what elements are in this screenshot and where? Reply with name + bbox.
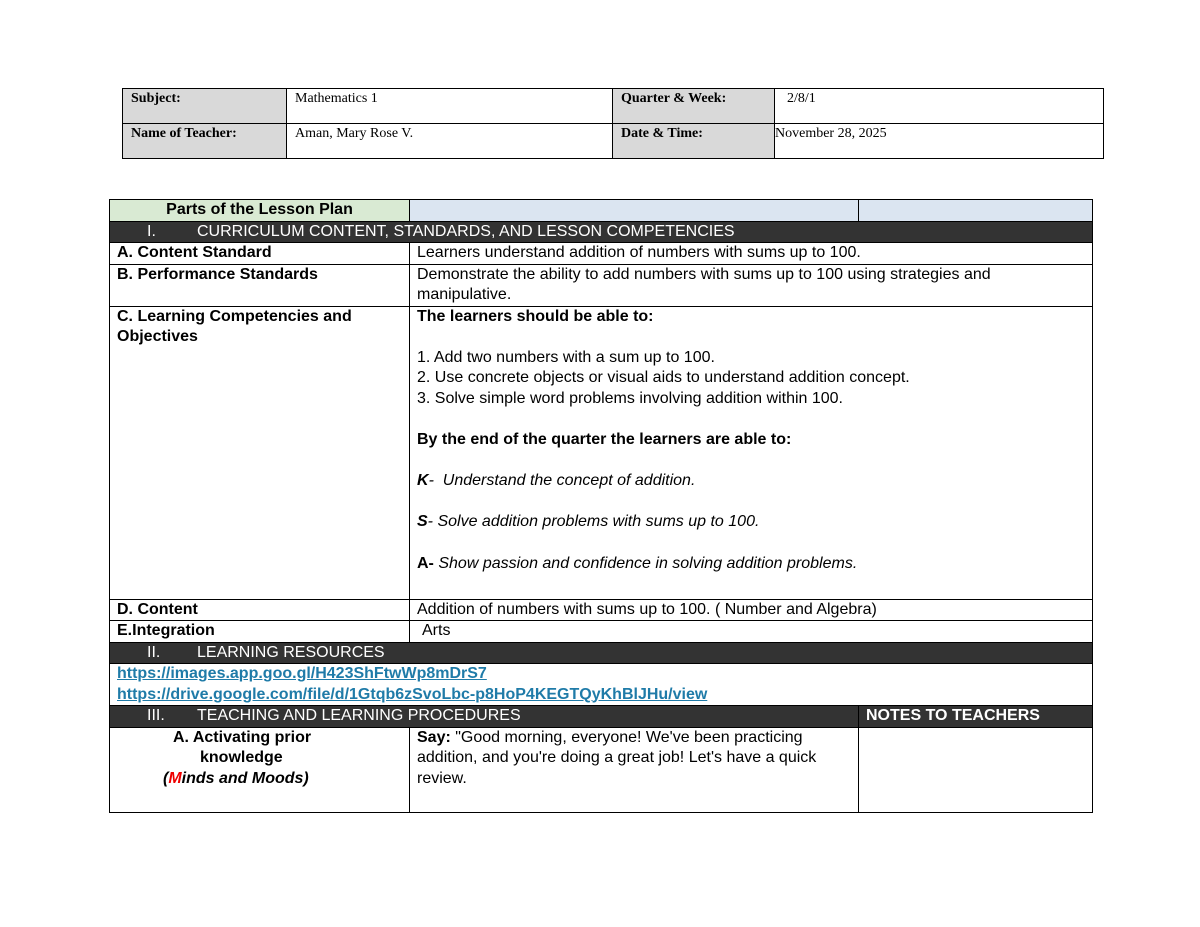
section-2-title: LEARNING RESOURCES: [197, 643, 385, 661]
objective-item: 3. Solve simple word problems involving addition within 100.: [417, 389, 843, 407]
say-label: Say:: [417, 728, 451, 746]
activating-label-line1: A. Activating prior: [173, 728, 312, 746]
header-blank-cell: [410, 200, 859, 222]
activating-notes: [859, 727, 1093, 812]
a-text: Show passion and confidence in solving addition problems.: [438, 555, 858, 572]
section-2-heading: [110, 642, 1093, 664]
k-objective: K- Understand the concept of addition.: [417, 471, 696, 489]
teacher-value: Aman, Mary Rose V.: [287, 124, 613, 159]
content-row: [110, 599, 1093, 621]
content-value: Addition of numbers with sums up to 100. ( Number and Algebra): [410, 599, 1093, 621]
notes-to-teachers-header: NOTES TO TEACHERS: [859, 706, 1093, 728]
quarter-week-label: Quarter & Week:: [613, 89, 775, 124]
subject-label: Subject:: [123, 89, 287, 124]
performance-standards-value: Demonstrate the ability to add numbers with sums up to 100 using strategies and manipulative.: [410, 264, 1093, 306]
section-1-number: I.: [147, 222, 156, 240]
integration-label: E.Integration: [110, 621, 410, 643]
resource-links: [110, 664, 1093, 706]
activating-say: [410, 727, 859, 812]
teacher-label: Name of Teacher:: [123, 124, 287, 159]
minds-and-moods: (Minds and Moods): [163, 769, 309, 787]
content-standard-row: [110, 243, 1093, 265]
section-1-heading: [110, 221, 1093, 243]
objective-item: 1. Add two numbers with a sum up to 100.: [417, 348, 715, 366]
parts-header: Parts of the Lesson Plan: [110, 200, 410, 222]
content-label: D. Content: [110, 599, 410, 621]
objective-item: 2. Use concrete objects or visual aids to understand addition concept.: [417, 369, 910, 386]
resources-row: [110, 664, 1093, 706]
section-3-title: TEACHING AND LEARNING PROCEDURES: [197, 707, 521, 724]
s-objective: S- Solve addition problems with sums up to 100.: [417, 512, 760, 530]
performance-standards-row: [110, 264, 1093, 306]
activating-label-line2: knowledge: [200, 749, 283, 766]
section-2-band: [110, 642, 1093, 664]
info-row: [123, 89, 1104, 124]
activating-label: [110, 727, 410, 812]
section-1-band: [110, 221, 1093, 243]
activating-row: [110, 727, 1093, 812]
resource-link-images[interactable]: https://images.app.goo.gl/H423ShFtwWp8mDrS7: [117, 665, 487, 682]
section-3-heading: [110, 706, 859, 728]
quarter-week-value: 2/8/1: [775, 89, 1104, 124]
quarter-intro: By the end of the quarter the learners are able to:: [417, 430, 792, 448]
parts-header-row: [110, 200, 1093, 222]
lesson-info-table: [122, 88, 1104, 159]
k-letter: K: [417, 471, 429, 489]
performance-standards-label: B. Performance Standards: [110, 264, 410, 306]
a-objective: [417, 554, 1085, 575]
say-text: "Good morning, everyone! We've been practicing addition, and you're doing a great job! Let's have a quick review.: [417, 728, 817, 787]
date-time-label: Date & Time:: [613, 124, 775, 159]
competencies-label: C. Learning Competencies and Objectives: [110, 306, 410, 599]
competencies-content: [410, 306, 1093, 599]
header-blank-cell: [859, 200, 1093, 222]
section-1-title: CURRICULUM CONTENT, STANDARDS, AND LESSON COMPETENCIES: [197, 222, 735, 240]
competencies-row: [110, 306, 1093, 599]
info-row: [123, 124, 1104, 159]
resource-link-drive[interactable]: https://drive.google.com/file/d/1Gtqb6zSvoLbc-p8HoP4KEGTQyKhBlJHu/view: [117, 685, 708, 703]
content-standard-value: Learners understand addition of numbers with sums up to 100.: [410, 243, 1093, 265]
competencies-intro: The learners should be able to:: [417, 307, 654, 325]
integration-value: Arts: [410, 621, 1093, 643]
section-3-band: [110, 706, 1093, 728]
lesson-plan-table: [109, 199, 1093, 813]
subject-value: Mathematics 1: [287, 89, 613, 124]
s-letter: S: [417, 512, 428, 530]
content-standard-label: A. Content Standard: [110, 243, 410, 265]
k-text: Understand the concept of addition.: [442, 471, 696, 489]
integration-row: [110, 621, 1093, 643]
date-time-value: November 28, 2025: [775, 124, 1104, 159]
minds-m-letter: M: [168, 769, 182, 787]
section-3-number: III.: [147, 707, 165, 724]
a-letter: A-: [417, 555, 434, 572]
s-text: Solve addition problems with sums up to 100.: [437, 512, 760, 530]
section-2-number: II.: [147, 643, 161, 661]
